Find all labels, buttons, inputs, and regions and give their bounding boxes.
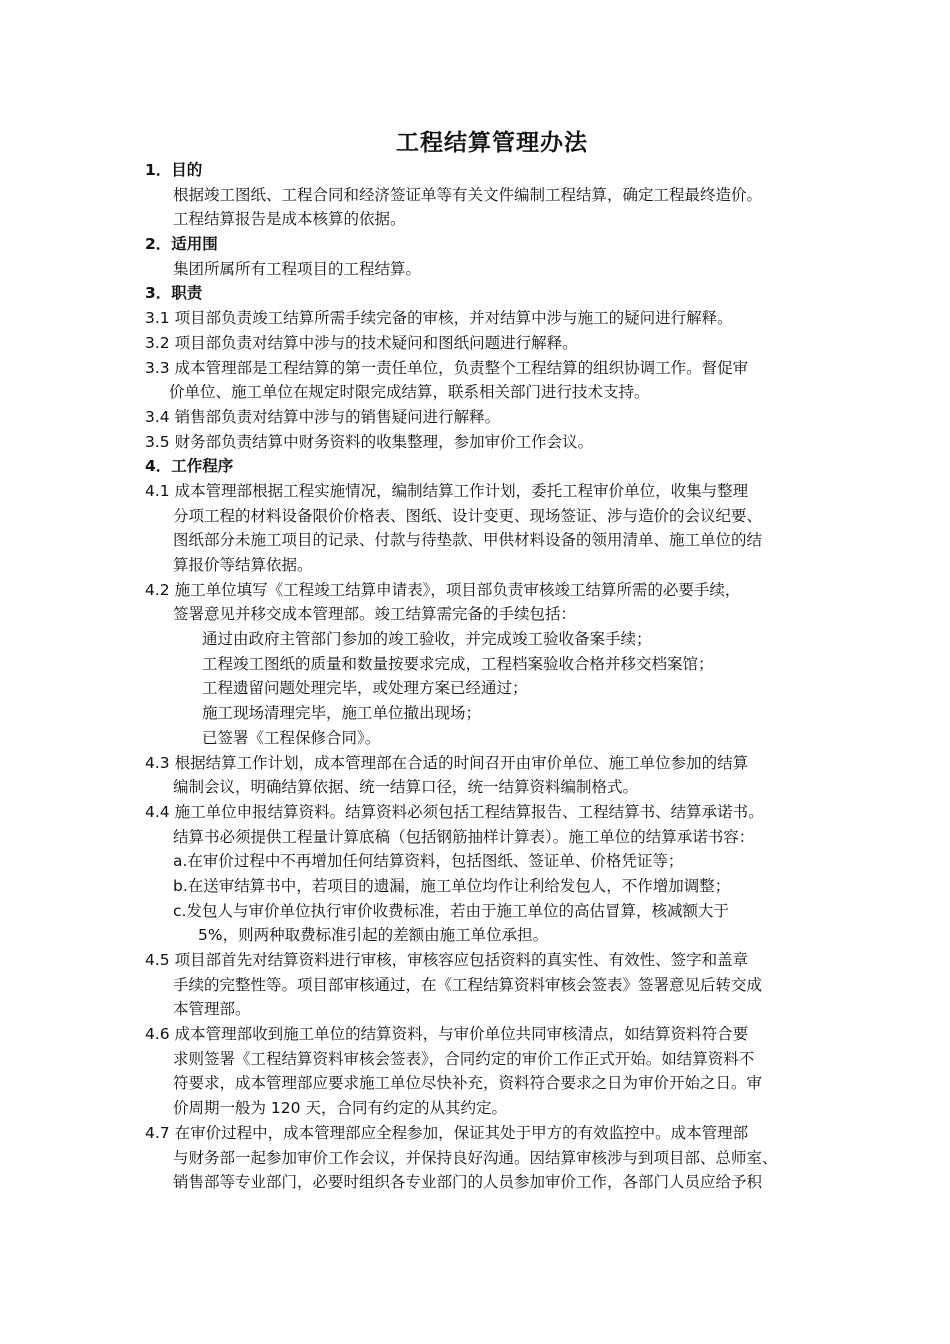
bullet-text: 已签署《工程保修合同》。 (202, 728, 381, 747)
paragraph-line: 3.4 销售部负责对结算中涉与的销售疑问进行解释。 (145, 407, 501, 426)
paragraph-line: 符要求，成本管理部应要求施工单位尽快补充，资料符合要求之日为审价开始之日。审 (173, 1074, 763, 1093)
paragraph-line: 价单位、施工单位在规定时限完成结算，联系相关部门进行技术支持。 (169, 383, 650, 402)
bullet-item (145, 652, 825, 677)
bullet-text: 通过由政府主管部门参加的竣工验收，并完成竣工验收备案手续； (202, 630, 652, 649)
document-title: 工程结算管理办法 (396, 130, 588, 156)
bullet-item (145, 726, 825, 751)
paragraph-line: 3.3 成本管理部是工程结算的第一责任单位，负责整个工程结算的组织协调工作。督促审 (145, 358, 749, 377)
paragraph-line: 签署意见并移交成本管理部。竣工结算需完备的手续包括： (173, 605, 577, 624)
section-heading: 2．适用围 (145, 235, 218, 254)
paragraph-line: 算报价等结算依据。 (173, 556, 313, 574)
paragraph-line: 3.1 项目部负责竣工结算所需手续完备的审核，并对结算中涉与施工的疑问进行解释。 (145, 309, 733, 328)
paragraph-line: 集团所属所有工程项目的工程结算。 (173, 259, 422, 278)
paragraph-line: 4.3 根据结算工作计划，成本管理部在合适的时间召开由审价单位、施工单位参加的结算 (145, 753, 749, 772)
paragraph-line: 4.2 施工单位填写《工程竣工结算申请表》，项目部负责审核竣工结算所需的必要手续， (145, 580, 741, 599)
paragraph-line: 与财务部一起参加审价工作会议，并保持良好沟通。因结算审核涉与到项目部、总师室、 (173, 1148, 778, 1167)
section-heading: 1．目的 (145, 161, 203, 179)
paragraph-line: 编制会议，明确结算依据、统一结算口径，统一结算资料编制格式。 (173, 778, 639, 797)
paragraph-line: c.发包人与审价单位执行审价收费标准，若由于施工单位的高估冒算，核减额大于 (173, 901, 729, 920)
paragraph-line: 4.1 成本管理部根据工程实施情况，编制结算工作计划，委托工程审价单位，收集与整理 (145, 481, 749, 500)
paragraph-line: 3.2 项目部负责对结算中涉与的技术疑问和图纸问题进行解释。 (145, 333, 578, 352)
paragraph-line: 手续的完整性等。项目部审核通过，在《工程结算资料审核会签表》签署意见后转交成 (173, 975, 763, 994)
section-heading: 3．职责 (145, 284, 203, 303)
paragraph-line: 3.5 财务部负责结算中财务资料的收集整理，参加审价工作会议。 (145, 432, 594, 451)
paragraph-line: a.在审价过程中不再增加任何结算资料，包括图纸、签证单、价格凭证等； (173, 852, 684, 871)
paragraph-line: 结算书必须提供工程量计算底稿（包括钢筋抽样计算表）。施工单位的结算承诺书容： (173, 827, 755, 846)
paragraph-line: 分项工程的材料设备限价价格表、图纸、设计变更、现场签证、涉与造价的会议纪要、 (173, 506, 763, 525)
paragraph-line: 求则签署《工程结算资料审核会签表》，合同约定的审价工作正式开始。如结算资料不 (173, 1049, 755, 1068)
paragraph-line: 4.5 项目部首先对结算资料进行审核，审核容应包括资料的真实性、有效性、签字和盖章 (145, 951, 749, 969)
paragraph-line: 销售部等专业部门，必要时组织各专业部门的人员参加审价工作，各部门人员应给予积 (173, 1173, 763, 1192)
paragraph-line: 价周期一般为 120 天，合同有约定的从其约定。 (173, 1099, 507, 1118)
paragraph-line: 4.6 成本管理部收到施工单位的结算资料，与审价单位共同审核清点，如结算资料符合要 (145, 1025, 749, 1044)
paragraph-line: 工程结算报告是成本核算的依据。 (173, 210, 406, 229)
bullet-text: 工程遗留问题处理完毕，或处理方案已经通过； (202, 679, 528, 698)
bullet-text: 施工现场清理完毕，施工单位撤出现场； (202, 704, 482, 723)
paragraph-line: b.在送审结算书中，若项目的遗漏，施工单位均作让利给发包人，不作增加调整； (173, 876, 731, 895)
paragraph-line: 本管理部。 (173, 1000, 251, 1019)
document-body (145, 158, 825, 1195)
paragraph-line: 5%，则两种取费标准引起的差额由施工单位承担。 (198, 926, 549, 945)
paragraph-line: 4.7 在审价过程中，成本管理部应全程参加，保证其处于甲方的有效监控中。成本管理部 (145, 1123, 749, 1142)
bullet-item (145, 676, 825, 701)
section-heading: 4．工作程序 (145, 457, 234, 476)
bullet-item (145, 627, 825, 652)
bullet-item (145, 701, 825, 726)
bullet-text: 工程竣工图纸的质量和数量按要求完成，工程档案验收合格并移交档案馆； (202, 654, 714, 673)
paragraph-line: 4.4 施工单位申报结算资料。结算资料必须包括工程结算报告、工程结算书、结算承诺书。 (145, 802, 764, 821)
paragraph-line: 根据竣工图纸、工程合同和经济签证单等有关文件编制工程结算，确定工程最终造价。 (173, 185, 763, 204)
paragraph-line: 图纸部分未施工项目的记录、付款与待垫款、甲供材料设备的领用清单、施工单位的结 (173, 531, 763, 550)
